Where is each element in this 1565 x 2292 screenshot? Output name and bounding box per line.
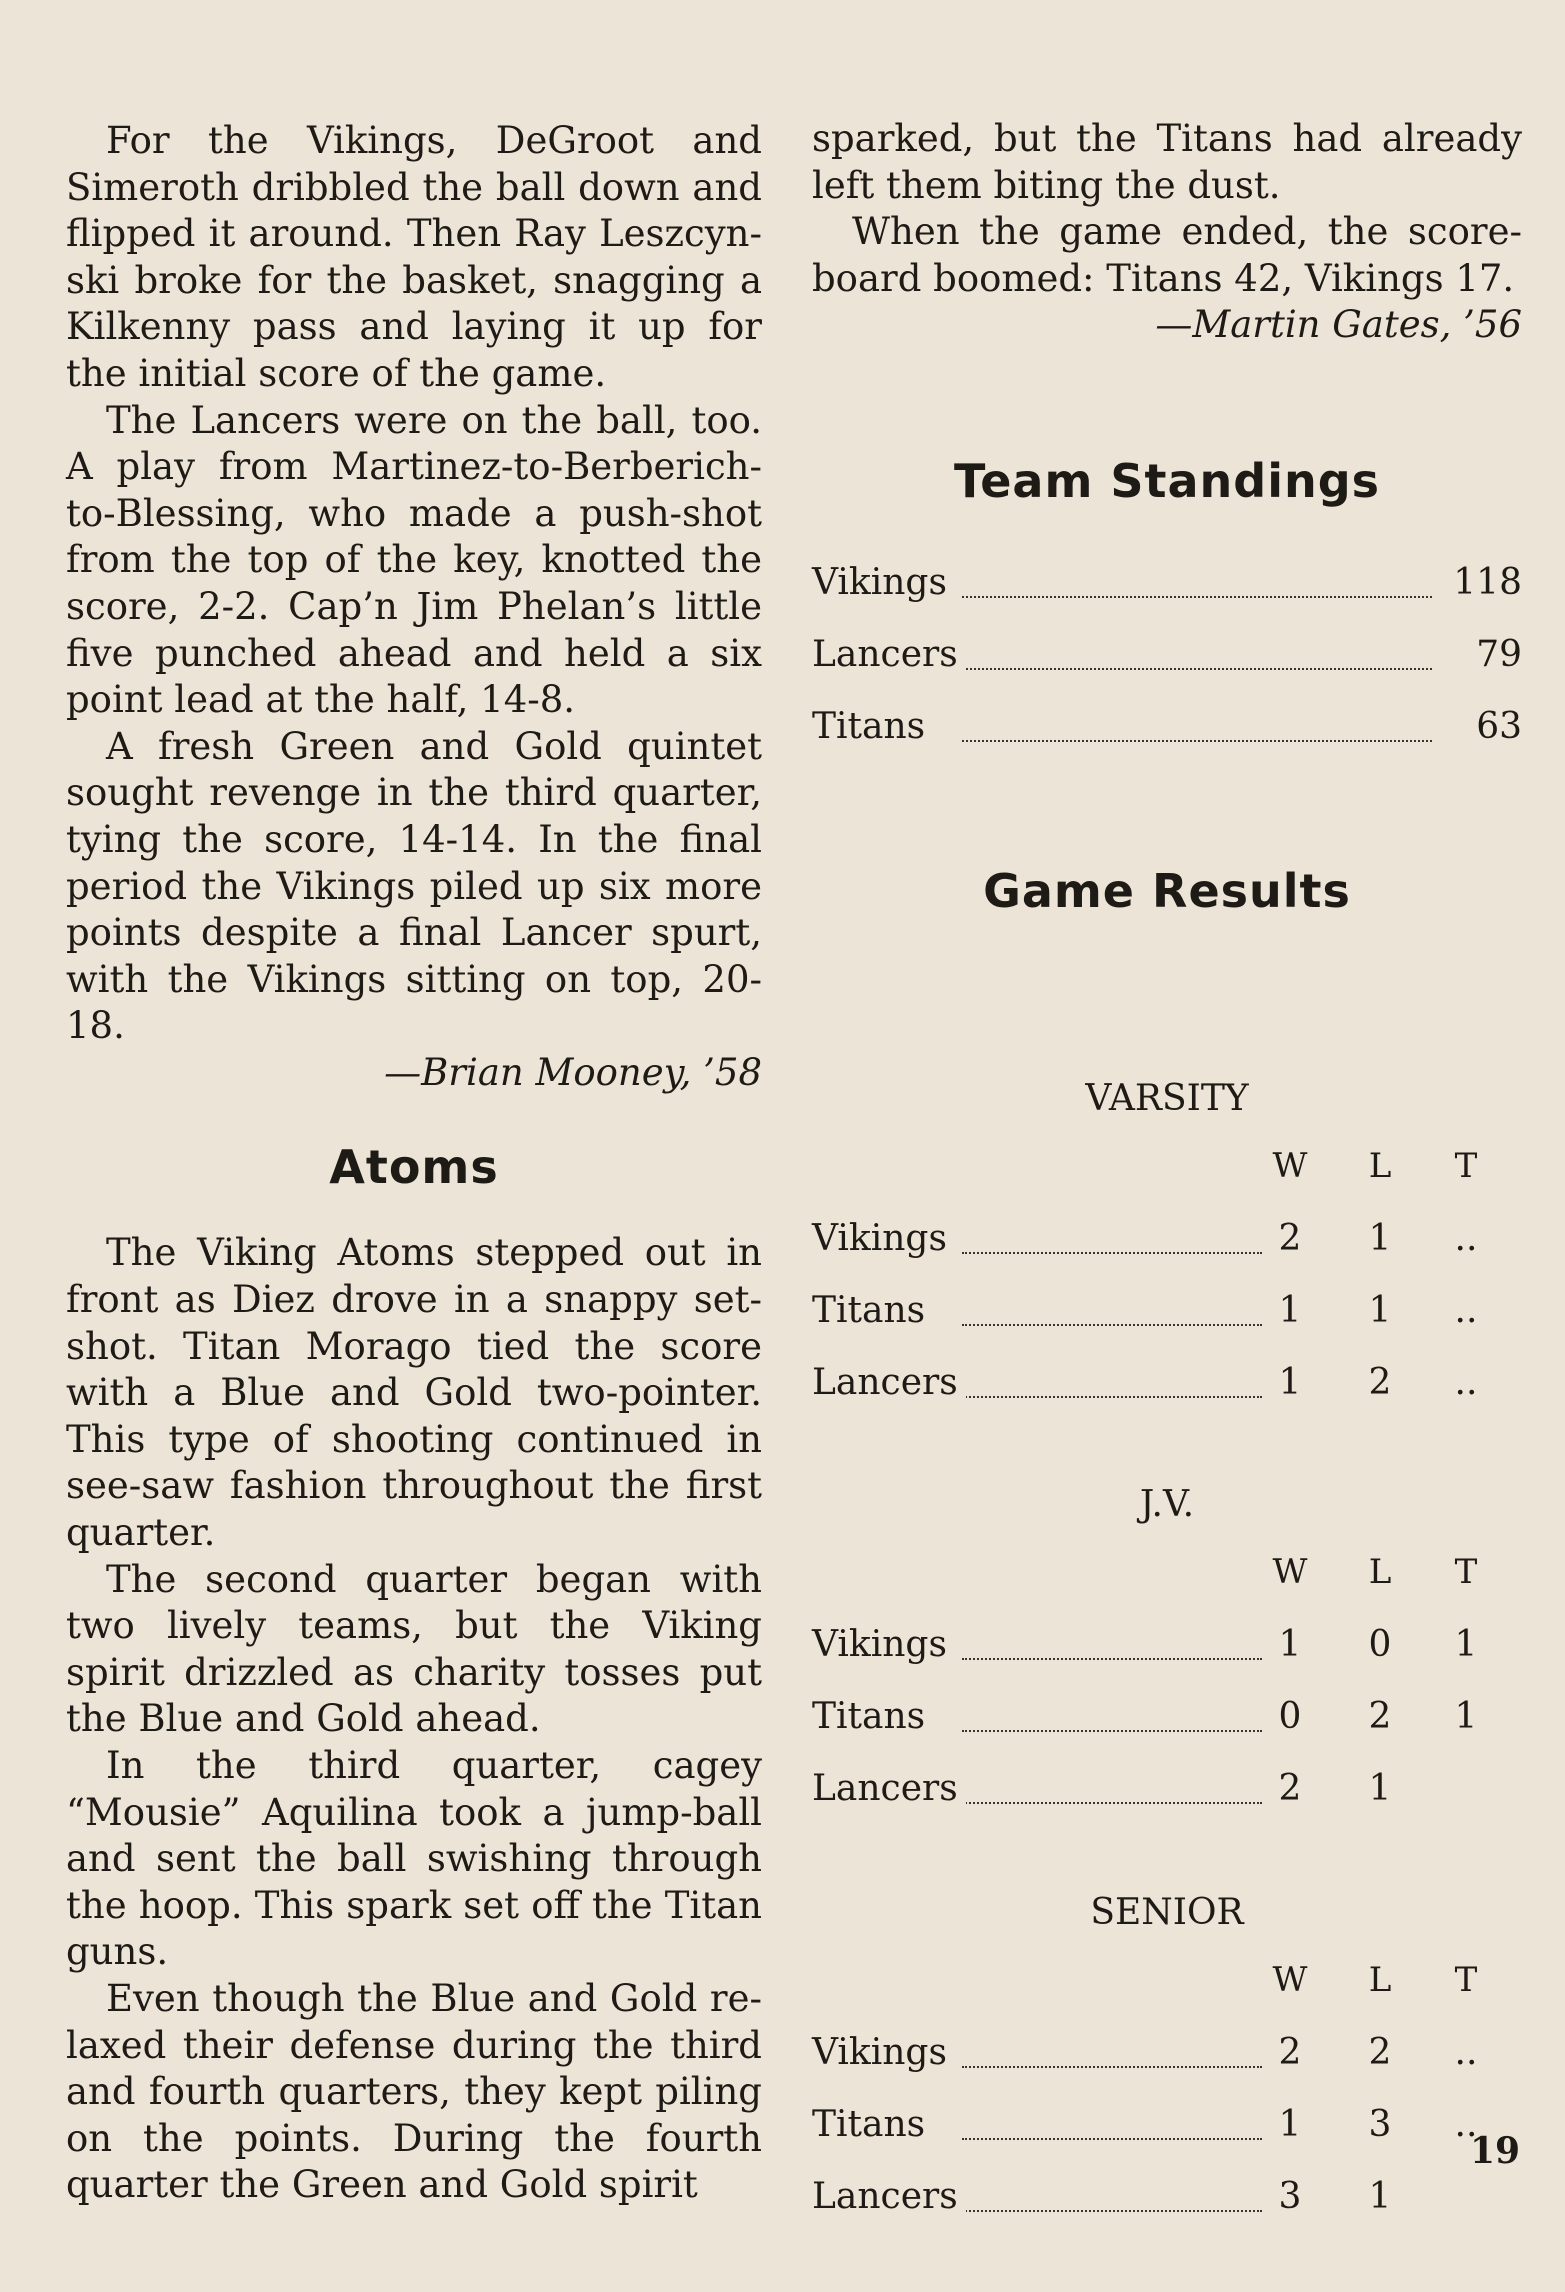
paragraph: A fresh Green and Gold quintet sought revenge in the third quarter, tying the score, 14-14. In the final period the Vikings piled up six more points despite a final Lancer spurt, with the Vikings sitting on top, 20-18. <box>66 724 762 1048</box>
result-row <box>812 2176 1522 2228</box>
team-name: Titans <box>812 2104 933 2145</box>
team-name: Vikings <box>812 1218 955 1259</box>
paragraph: sparked, but the Titans had already left them biting the dust. <box>812 117 1522 207</box>
wins: 0 <box>1278 1696 1302 1737</box>
paragraph: When the game ended, the scoreboard boomed: Titans 42, Vikings 17. <box>812 210 1522 300</box>
team-name: Vikings <box>812 2032 955 2073</box>
losses: 1 <box>1368 1218 1392 1259</box>
result-row <box>812 2104 1522 2156</box>
column-header-l: L <box>1368 1146 1392 1186</box>
losses: 0 <box>1368 1624 1392 1665</box>
column-header-l: L <box>1368 1552 1392 1592</box>
team-name: Lancers <box>812 2176 966 2217</box>
column-header-l: L <box>1368 1960 1392 2000</box>
team-points: 79 <box>1476 634 1522 675</box>
dot-leader <box>962 1658 1262 1660</box>
dot-leader <box>962 596 1432 598</box>
ties: .. <box>1454 1218 1478 1259</box>
standings-row <box>812 634 1522 686</box>
wins: 3 <box>1278 2176 1302 2217</box>
dot-leader <box>962 2066 1262 2068</box>
author-signature: —Brian Mooney, ’58 <box>384 1050 762 1094</box>
dot-leader <box>962 740 1432 742</box>
dot-leader <box>962 668 1432 670</box>
dot-leader <box>962 2138 1262 2140</box>
ties: 1 <box>1454 1624 1478 1665</box>
team-name: Lancers <box>812 634 966 675</box>
result-row <box>812 1624 1522 1676</box>
losses: 1 <box>1368 1768 1392 1809</box>
team-points: 118 <box>1453 562 1522 603</box>
team-name: Titans <box>812 706 933 747</box>
ties: .. <box>1454 1362 1478 1403</box>
team-name: Vikings <box>812 1624 955 1665</box>
column-header-t: T <box>1454 1960 1478 2000</box>
dot-leader <box>962 1802 1262 1804</box>
result-row <box>812 1362 1522 1414</box>
section-heading-game-results: Game Results <box>983 864 1351 918</box>
paragraph: For the Vikings, DeGroot and Simeroth dribbled the ball down and flipped it around. Then Ray Leszcynski broke for the basket, snagging a Kilkenny pass and laying it up for the initial score of the game. <box>66 119 762 395</box>
ties: .. <box>1454 1290 1478 1331</box>
result-row <box>812 2032 1522 2084</box>
wins: 2 <box>1278 1218 1302 1259</box>
ties: .. <box>1454 2104 1478 2145</box>
team-name: Titans <box>812 1290 933 1331</box>
losses: 2 <box>1368 1696 1392 1737</box>
team-name: Vikings <box>812 562 955 603</box>
standings-row <box>812 706 1522 758</box>
column-header-w: W <box>1272 1960 1308 2000</box>
ties: .. <box>1454 2032 1478 2073</box>
wins: 1 <box>1278 1290 1302 1331</box>
result-row <box>812 1768 1522 1820</box>
wins: 1 <box>1278 1624 1302 1665</box>
division-title: J.V. <box>1139 1484 1195 1525</box>
result-row <box>812 1290 1522 1342</box>
ties: 1 <box>1454 1696 1478 1737</box>
wins: 1 <box>1278 2104 1302 2145</box>
paragraph: The second quarter began with two lively teams, but the Viking spirit drizzled as charity tosses put the Blue and Gold ahead. <box>66 1557 762 1741</box>
wins: 2 <box>1278 2032 1302 2073</box>
section-heading-atoms: Atoms <box>329 1140 499 1195</box>
column-header-w: W <box>1272 1146 1308 1186</box>
column-header-w: W <box>1272 1552 1308 1592</box>
author-signature: —Martin Gates, ’56 <box>1155 303 1522 347</box>
losses: 3 <box>1368 2104 1392 2145</box>
losses: 1 <box>1368 1290 1392 1331</box>
losses: 1 <box>1368 2176 1392 2217</box>
dot-leader <box>962 1324 1262 1326</box>
team-name: Lancers <box>812 1768 966 1809</box>
paragraph: The Viking Atoms stepped out in front as Diez drove in a snappy set-shot. Titan Morago tied the score with a Blue and Gold two-pointer. This type of shooting continued in see-saw fashion throughout the first quarter. <box>66 1231 762 1555</box>
wins: 1 <box>1278 1362 1302 1403</box>
standings-row <box>812 562 1522 614</box>
left-column <box>66 118 762 2209</box>
section-heading-team-standings: Team Standings <box>953 454 1381 508</box>
team-name: Titans <box>812 1696 933 1737</box>
result-row <box>812 1218 1522 1270</box>
division-title: SENIOR <box>1090 1892 1244 1933</box>
losses: 2 <box>1368 1362 1392 1403</box>
team-points: 63 <box>1476 706 1522 747</box>
page-number: 19 <box>1470 2130 1521 2172</box>
paragraph: In the third quarter, cagey “Mousie” Aquilina took a jump-ball and sent the ball swishing through the hoop. This spark set off the Titan guns. <box>66 1744 762 1974</box>
team-name: Lancers <box>812 1362 966 1403</box>
column-header-t: T <box>1454 1552 1478 1592</box>
paragraph: The Lancers were on the ball, too. A play from Martinez-to-Berberich-to-Blessing, who made a push-shot from the top of the key, knotted the score, 2-2. Cap’n Jim Phelan’s little five punched ahead and held a six point lead at the half, 14-8. <box>66 398 762 722</box>
dot-leader <box>962 1396 1262 1398</box>
dot-leader <box>962 2210 1262 2212</box>
dot-leader <box>962 1730 1262 1732</box>
wins: 2 <box>1278 1768 1302 1809</box>
paragraph: Even though the Blue and Gold relaxed their defense during the third and fourth quarters, they kept piling on the points. During the fourth quarter the Green and Gold spirit <box>66 1976 762 2207</box>
column-header-t: T <box>1454 1146 1478 1186</box>
division-title: VARSITY <box>1085 1078 1249 1119</box>
losses: 2 <box>1368 2032 1392 2073</box>
result-row <box>812 1696 1522 1748</box>
dot-leader <box>962 1252 1262 1254</box>
